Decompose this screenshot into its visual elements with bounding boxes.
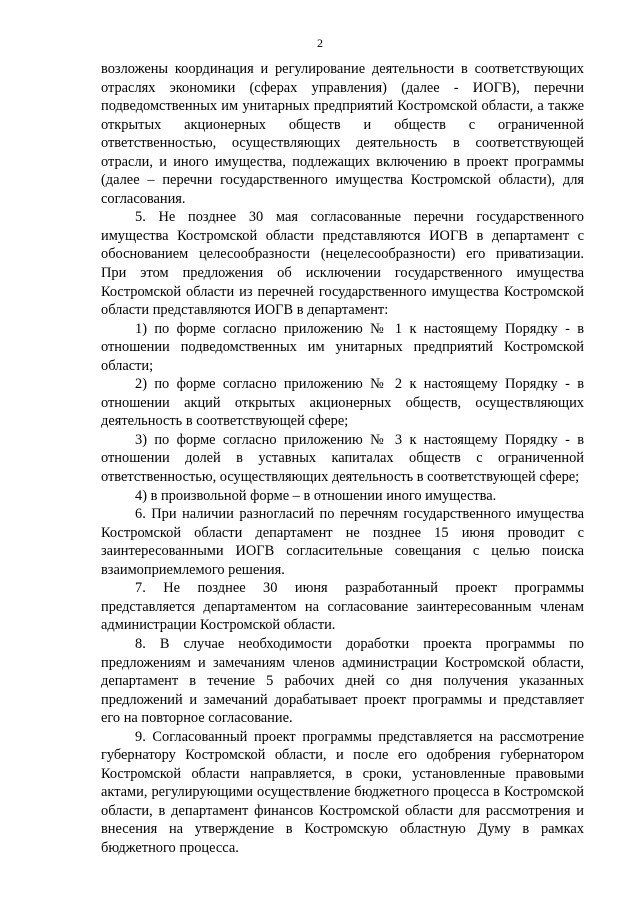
paragraph-item-6: 6. При наличии разногласий по перечням государственного имущества Костромской области департамент не позднее 15 июня проводит с заинтересованными ИОГВ согласительные совещания с целью поиска взаимоприемлемого решения. [101,506,584,578]
paragraph-subitem-1: 1) по форме согласно приложению № 1 к настоящему Порядку - в отношении подведомственных им унитарных предприятий Костромской области; [101,320,584,374]
paragraph-continuation: возложены координация и регулирование деятельности в соответствующих отраслях экономики (сферах управления) (далее - ИОГВ), перечни подведомственных им унитарных предприятий Костромской области, а также открытых акционерных обществ и обществ с ограниченной ответственностью, осуществляющих деятельность в соответствующей отрасли, и иного имущества, подлежащих включению в проект программы (далее – перечни государственного имущества Костромской области), для согласования. [101,61,584,207]
paragraph-item-7: 7. Не позднее 30 июня разработанный проект программы представляется департаментом на согласование заинтересованным членам администрации Костромской области. [101,580,584,634]
document-body [101,60,584,858]
paragraph-subitem-4: 4) в произвольной форме – в отношении иного имущества. [135,487,497,504]
paragraph-item-9: 9. Согласованный проект программы представляется на рассмотрение губернатору Костромской области, и после его одобрения губернатором Костромской области направляется, в сроки, установленные правовыми актами, регулирующими осуществление бюджетного процесса в Костромской области, в департамент финансов Костромской области для рассмотрения и внесения на утверждение в Костромскую областную Думу в рамках бюджетного процесса. [101,728,584,856]
paragraph-item-8: 8. В случае необходимости доработки проекта программы по предложениям и замечаниям членов администрации Костромской области, департамент в течение 5 рабочих дней со дня получения указанных предложений и замечаний дорабатывает проект программы и представляет его на повторное согласование. [101,635,584,727]
paragraph-subitem-3: 3) по форме согласно приложению № 3 к настоящему Порядку - в отношении долей в уставных капиталах обществ с ограниченной ответственностью, осуществляющих деятельность в соответствующей сфере; [101,431,584,486]
paragraph-subitem-2: 2) по форме согласно приложению № 2 к настоящему Порядку - в отношении акций открытых акционерных обществ, осуществляющих деятельность в соответствующей сфере; [101,376,584,430]
page-number: 2 [317,36,323,50]
paragraph-item-5: 5. Не позднее 30 мая согласованные перечни государственного имущества Костромской области представляются ИОГВ в департамент с обоснованием целесообразности (нецелесообразности) его приватизации. При этом предложения об исключении государственного имущества Костромской области из перечней государственного имущества Костромской области представляются ИОГВ в департамент: [101,209,584,319]
